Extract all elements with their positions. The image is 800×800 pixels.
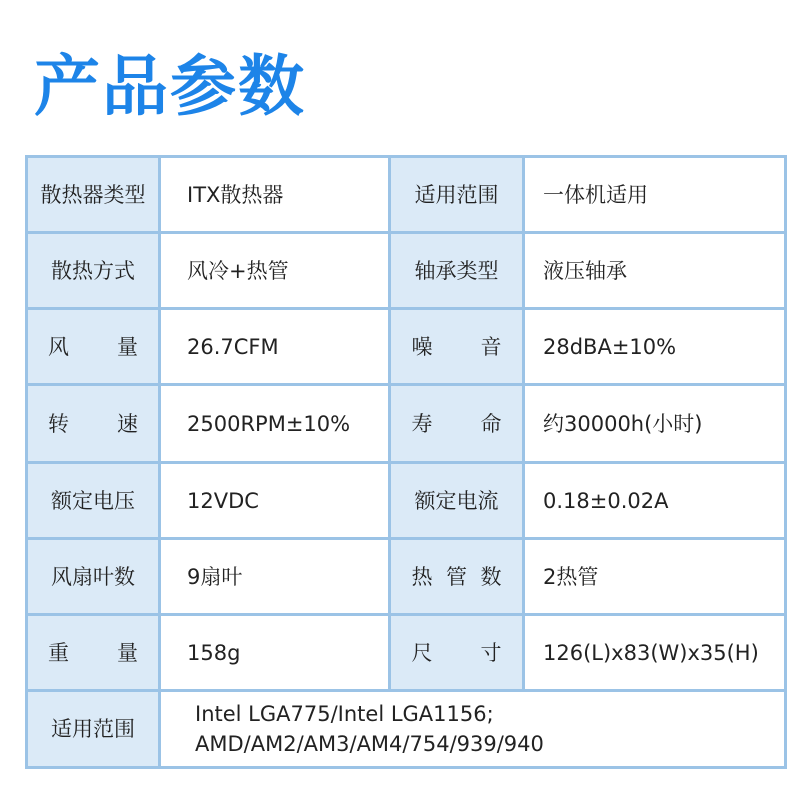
spec-label: 尺寸: [411, 640, 502, 665]
page-title: 产品参数: [34, 48, 306, 125]
spec-value: 一体机适用: [524, 157, 786, 233]
spec-value: 9扇叶: [160, 539, 390, 615]
spec-label: 额定电流: [390, 463, 524, 539]
compat-value-cell: [160, 691, 786, 768]
table-row: [27, 233, 786, 309]
spec-value: 26.7CFM: [160, 309, 390, 385]
spec-label: 风扇叶数: [27, 539, 160, 615]
spec-label: 轴承类型: [390, 233, 524, 309]
spec-value: 158g: [160, 615, 390, 691]
spec-label-cell: [390, 539, 524, 615]
spec-label: 寿命: [411, 411, 502, 436]
spec-table: [25, 155, 787, 769]
spec-label: 散热器类型: [27, 157, 160, 233]
spec-value: 风冷+热管: [160, 233, 390, 309]
spec-label-cell: [390, 309, 524, 385]
spec-value: 约30000h(小时): [524, 385, 786, 463]
spec-label: 重量: [48, 640, 138, 665]
table-row: [27, 157, 786, 233]
spec-label: 额定电压: [27, 463, 160, 539]
table-row: [27, 309, 786, 385]
spec-label: 适用范围: [27, 691, 160, 768]
spec-value: 2热管: [524, 539, 786, 615]
compat-line: AMD/AM2/AM3/AM4/754/939/940: [195, 732, 544, 756]
table-row: [27, 691, 786, 768]
spec-label: 噪音: [411, 334, 502, 359]
spec-value: 12VDC: [160, 463, 390, 539]
spec-label-cell: [390, 615, 524, 691]
spec-label-cell: [390, 385, 524, 463]
spec-value: 126(L)x83(W)x35(H): [524, 615, 786, 691]
table-row: [27, 385, 786, 463]
table-row: [27, 539, 786, 615]
spec-value: 28dBA±10%: [524, 309, 786, 385]
spec-value: 液压轴承: [524, 233, 786, 309]
spec-label: 适用范围: [390, 157, 524, 233]
spec-label: 风量: [48, 334, 138, 359]
spec-label-cell: [27, 615, 160, 691]
spec-label: 转速: [48, 411, 138, 436]
spec-label: 散热方式: [27, 233, 160, 309]
spec-value: 2500RPM±10%: [160, 385, 390, 463]
spec-label-cell: [27, 385, 160, 463]
compat-line: Intel LGA775/Intel LGA1156;: [195, 702, 494, 726]
spec-label: 热管数: [411, 564, 502, 589]
table-row: [27, 463, 786, 539]
spec-value: 0.18±0.02A: [524, 463, 786, 539]
spec-value: ITX散热器: [160, 157, 390, 233]
spec-label-cell: [27, 309, 160, 385]
table-row: [27, 615, 786, 691]
